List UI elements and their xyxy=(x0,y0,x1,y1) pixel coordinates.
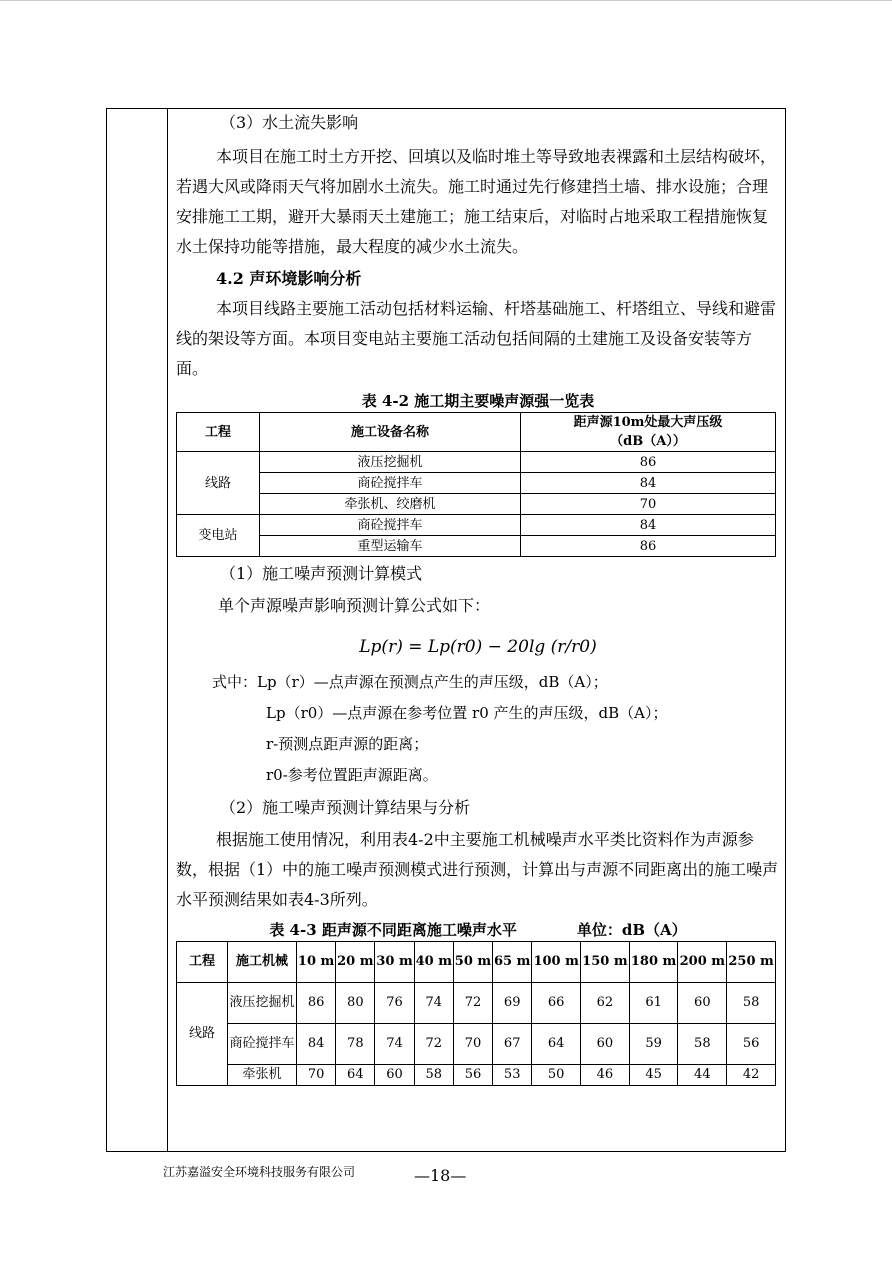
table43-value-cell: 80 xyxy=(336,983,375,1024)
table43-caption: 表 4-3 距声源不同距离施工噪声水平 xyxy=(269,921,517,939)
table43-value-cell: 58 xyxy=(727,983,776,1024)
table43-value-cell: 56 xyxy=(727,1024,776,1065)
table42-caption: 表 4-2 施工期主要噪声源强一览表 xyxy=(361,392,595,410)
formula-explanation-1: 式中：Lp（r）—点声源在预测点产生的声压级，dB（A）； xyxy=(212,673,608,691)
table43-caption-row xyxy=(176,919,780,941)
calc-intro: 单个声源噪声影响预测计算公式如下： xyxy=(218,596,491,615)
table42-cell: 70 xyxy=(521,494,776,515)
table-row xyxy=(177,1065,776,1086)
table-row xyxy=(177,983,776,1024)
footer-company: 江苏嘉溢安全环境科技服务有限公司 xyxy=(163,1165,356,1179)
table43-value-cell: 76 xyxy=(375,983,414,1024)
table43-value-cell: 61 xyxy=(629,983,678,1024)
table43-value-cell: 67 xyxy=(493,1024,532,1065)
table43-header-project: 工程 xyxy=(177,942,228,983)
noise-section-body: 本项目线路主要施工活动包括材料运输、杆塔基础施工、杆塔组立、导线和避雷线的架设等方面。本项目变电站主要施工活动包括间隔的土建施工及设备安装等方面。 xyxy=(176,299,777,378)
table43-header-distance: 250 m xyxy=(727,942,776,983)
table43-value-cell: 60 xyxy=(375,1065,414,1086)
table43-value-cell: 72 xyxy=(453,983,492,1024)
table43-value-cell: 86 xyxy=(297,983,336,1024)
table42-header-level-line1: 距声源10m处最大声压级 xyxy=(573,415,723,430)
soil-section-body: 本项目在施工时土方开挖、回填以及临时堆土等导致地表裸露和土层结构破坏，若遇大风或降雨天气将加剧水土流失。施工时通过先行修建挡土墙、排水设施；合理安排施工工期，避开大暴雨天土建施工；施工结束后，对临时占地采取工程措施恢复水土保持功能等措施，最大程度的减少水土流失。 xyxy=(176,147,777,256)
table43-value-cell: 46 xyxy=(581,1065,630,1086)
table43-machine-cell: 商砼搅拌车 xyxy=(228,1024,297,1065)
table42-cell: 商砼搅拌车 xyxy=(260,473,521,494)
table-row xyxy=(177,452,776,473)
left-column-divider xyxy=(167,109,168,1151)
table43-value-cell: 70 xyxy=(453,1024,492,1065)
table43-value-cell: 66 xyxy=(532,983,581,1024)
noise-section-heading: 4.2 声环境影响分析 xyxy=(216,269,362,288)
table43-value-cell: 44 xyxy=(678,1065,727,1086)
table42-cell: 86 xyxy=(521,452,776,473)
calc-body-2: 根据施工使用情况，利用表4-2中主要施工机械噪声水平类比资料作为声源参数，根据（1）中的施工噪声预测模式进行预测，计算出与声源不同距离出的施工噪声水平预测结果如表4-3所列。 xyxy=(176,830,779,909)
table43-value-cell: 42 xyxy=(727,1065,776,1086)
table43-header-distance: 150 m xyxy=(581,942,630,983)
table-4-2 xyxy=(176,412,776,557)
table-row xyxy=(177,536,776,557)
main-content xyxy=(176,108,780,1086)
table43-header-distance: 180 m xyxy=(629,942,678,983)
table42-header-level-line2: （dB（A）） xyxy=(610,434,686,449)
table43-machine-cell: 牵张机 xyxy=(228,1065,297,1086)
table42-cell: 液压挖掘机 xyxy=(260,452,521,473)
table43-value-cell: 58 xyxy=(678,1024,727,1065)
table42-header-level xyxy=(521,413,776,452)
table43-value-cell: 60 xyxy=(581,1024,630,1065)
table43-value-cell: 53 xyxy=(493,1065,532,1086)
table43-header-distance: 50 m xyxy=(453,942,492,983)
table43-header-distance: 10 m xyxy=(297,942,336,983)
table43-header-distance: 40 m xyxy=(414,942,453,983)
table43-header-distance: 200 m xyxy=(678,942,727,983)
calc-title-1: （1）施工噪声预测计算模式 xyxy=(220,564,423,583)
table43-header-distance: 65 m xyxy=(493,942,532,983)
table42-cell: 84 xyxy=(521,473,776,494)
table43-value-cell: 59 xyxy=(629,1024,678,1065)
table42-header-equipment: 施工设备名称 xyxy=(260,413,521,452)
table43-value-cell: 64 xyxy=(336,1065,375,1086)
table43-value-cell: 62 xyxy=(581,983,630,1024)
table-row xyxy=(177,473,776,494)
table42-cell: 商砼搅拌车 xyxy=(260,515,521,536)
formula-explanation-4: r0-参考位置距声源距离。 xyxy=(266,766,438,784)
table43-value-cell: 45 xyxy=(629,1065,678,1086)
table-row xyxy=(177,1024,776,1065)
table43-header-distance: 30 m xyxy=(375,942,414,983)
table-4-3 xyxy=(176,941,776,1086)
table43-value-cell: 60 xyxy=(678,983,727,1024)
table42-cell: 86 xyxy=(521,536,776,557)
formula-explanation-2: Lp（r0）—点声源在参考位置 r0 产生的声压级，dB（A）； xyxy=(266,704,668,722)
table43-value-cell: 74 xyxy=(375,1024,414,1065)
table43-header-distance: 20 m xyxy=(336,942,375,983)
table43-value-cell: 58 xyxy=(414,1065,453,1086)
table43-header-distance: 100 m xyxy=(532,942,581,983)
table43-value-cell: 69 xyxy=(493,983,532,1024)
table43-group-line: 线路 xyxy=(177,983,228,1086)
table43-header-machine: 施工机械 xyxy=(228,942,297,983)
table43-unit: 单位：dB（A） xyxy=(576,921,687,939)
table43-value-cell: 56 xyxy=(453,1065,492,1086)
table42-group-line: 线路 xyxy=(177,452,260,515)
table-row xyxy=(177,515,776,536)
noise-formula: Lp(r) = Lp(r0) − 20lg (r/r0) xyxy=(359,637,597,657)
table42-header-project: 工程 xyxy=(177,413,260,452)
table43-value-cell: 72 xyxy=(414,1024,453,1065)
table42-cell: 牵张机、绞磨机 xyxy=(260,494,521,515)
table43-value-cell: 70 xyxy=(297,1065,336,1086)
soil-section-title: （3）水土流失影响 xyxy=(220,113,359,132)
table43-value-cell: 64 xyxy=(532,1024,581,1065)
table42-group-substation: 变电站 xyxy=(177,515,260,557)
table43-machine-cell: 液压挖掘机 xyxy=(228,983,297,1024)
page-number: —18— xyxy=(414,1166,467,1185)
table42-cell: 84 xyxy=(521,515,776,536)
table-row xyxy=(177,494,776,515)
table43-value-cell: 84 xyxy=(297,1024,336,1065)
table43-value-cell: 74 xyxy=(414,983,453,1024)
top-border xyxy=(0,0,892,1)
formula-explanation-3: r-预测点距声源的距离； xyxy=(266,735,429,753)
table42-cell: 重型运输车 xyxy=(260,536,521,557)
table43-value-cell: 50 xyxy=(532,1065,581,1086)
calc-title-2: （2）施工噪声预测计算结果与分析 xyxy=(220,798,471,817)
table43-value-cell: 78 xyxy=(336,1024,375,1065)
